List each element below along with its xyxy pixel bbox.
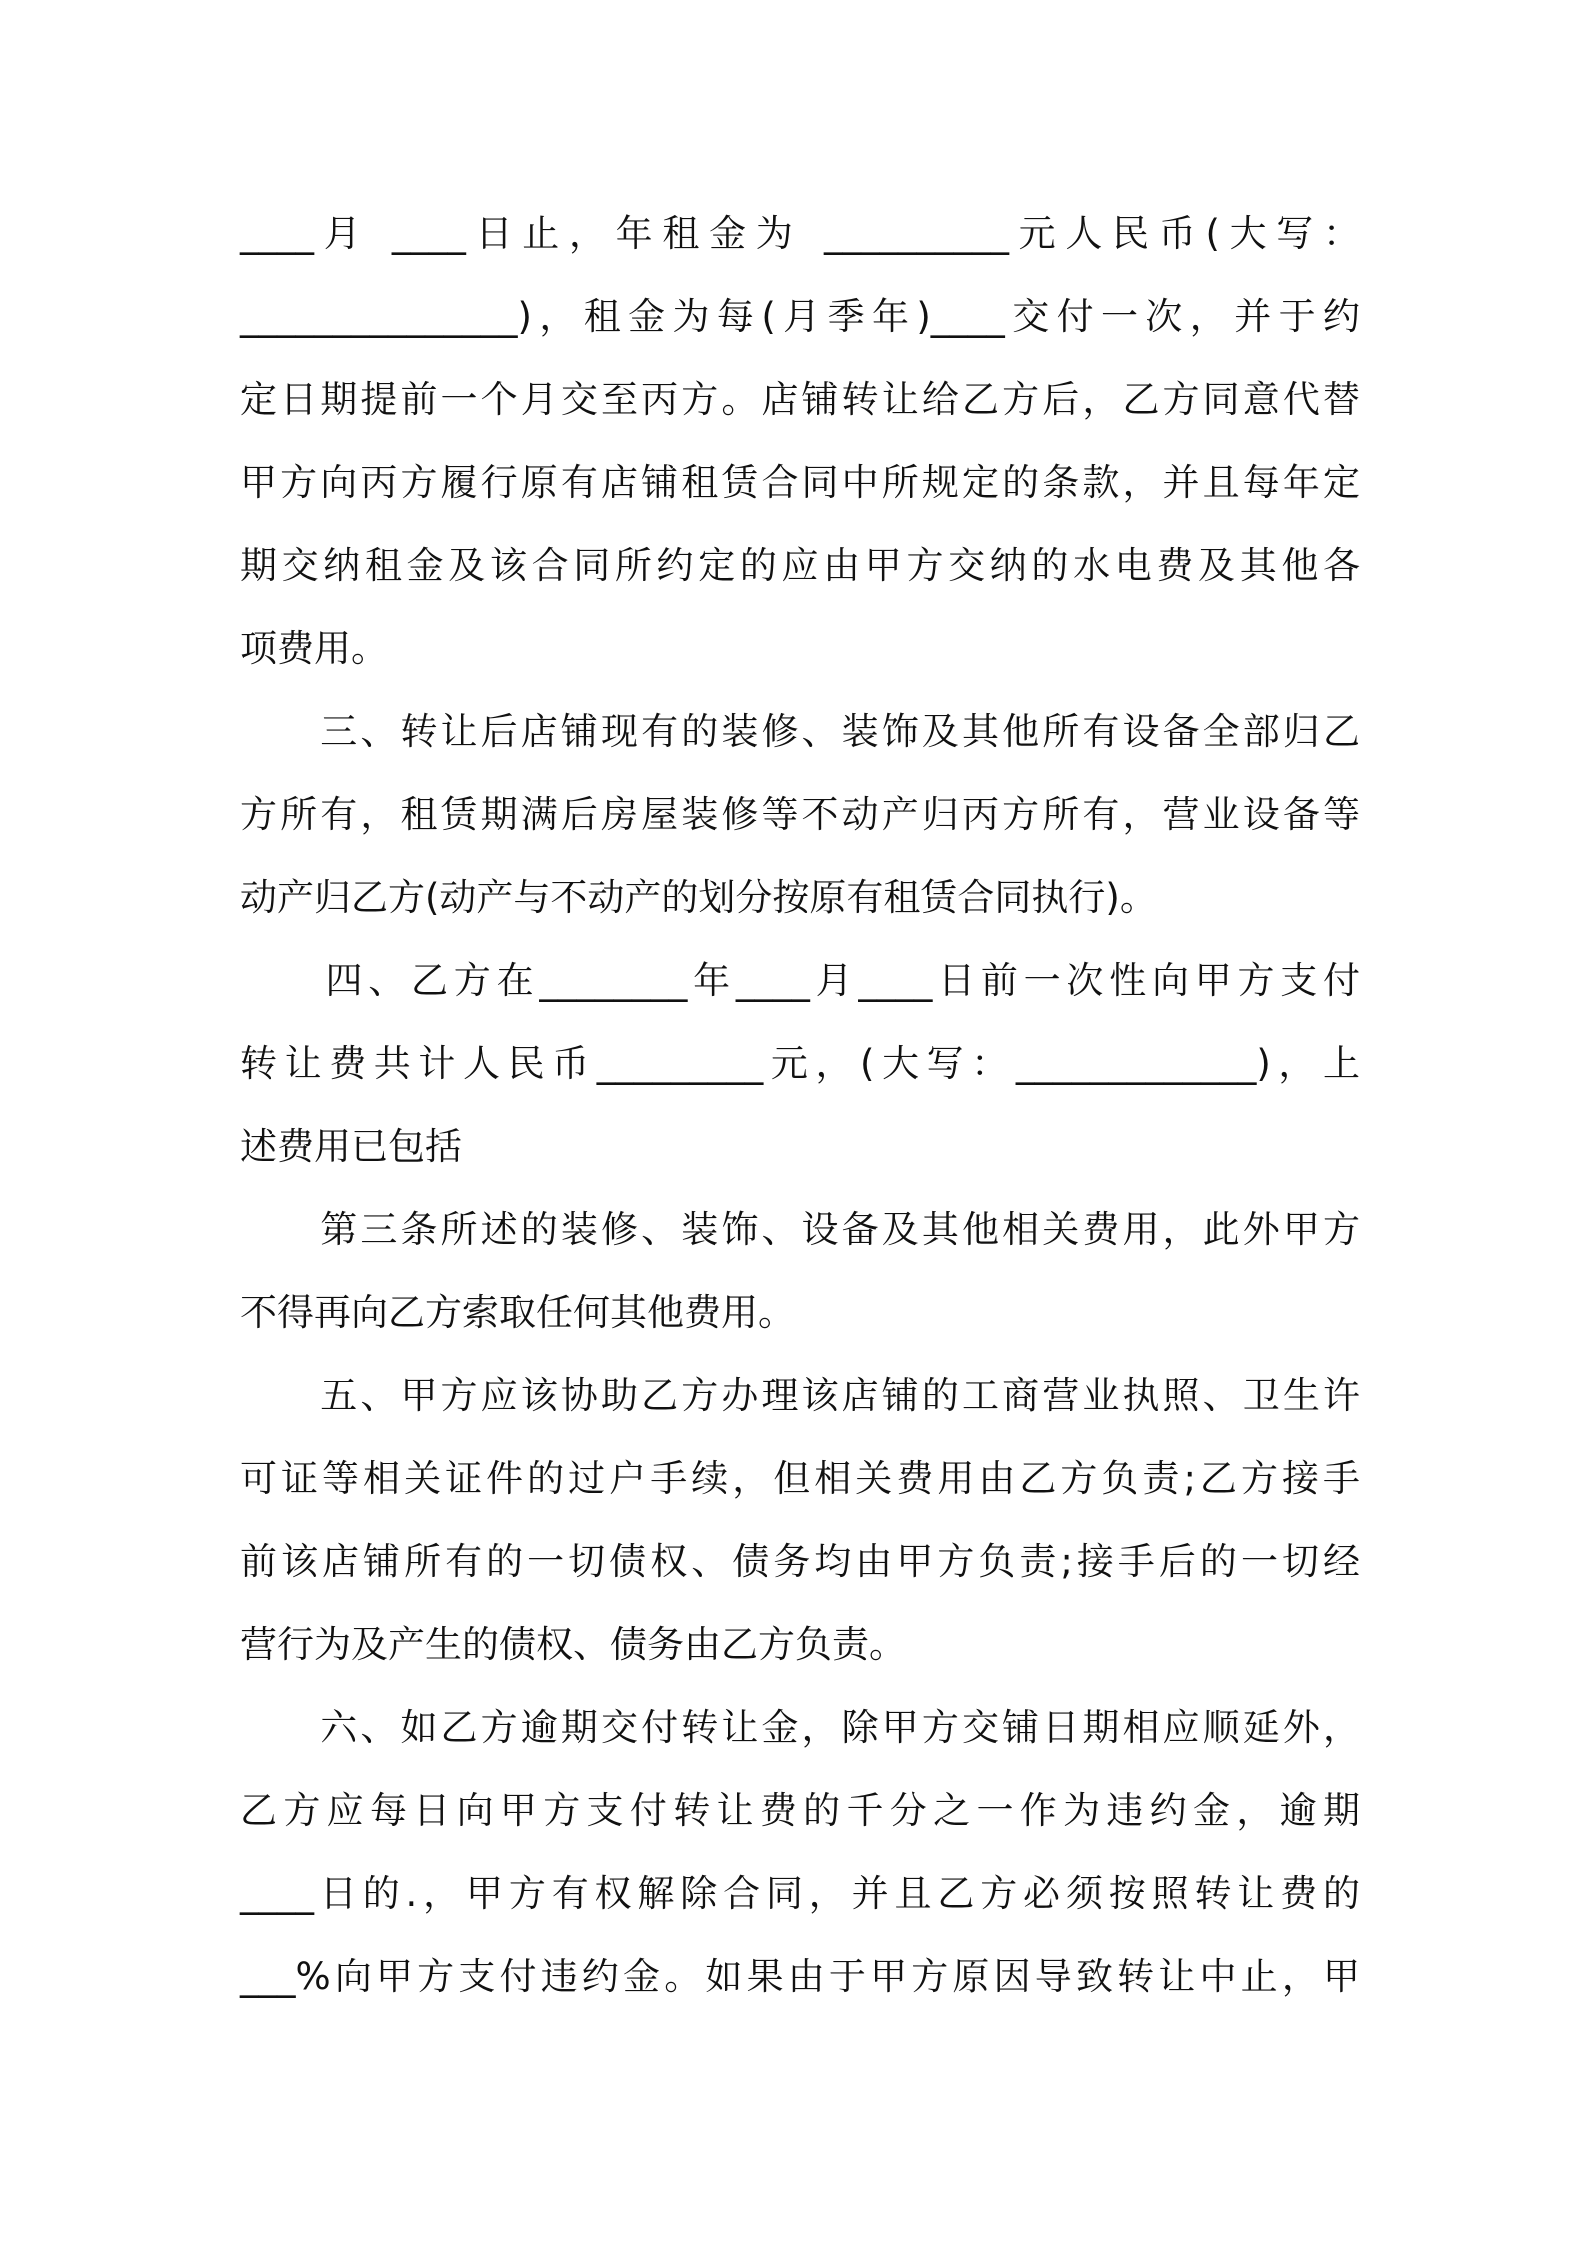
text-line: 营行为及产生的债权、债务由乙方负责。 xyxy=(240,1623,906,1666)
text-line: ____日的.，甲方有权解除合同，并且乙方必须按照转让费的 xyxy=(240,1872,1360,1915)
text-line: 方所有，租赁期满后房屋装修等不动产归丙方所有，营业设备等 xyxy=(240,793,1360,836)
clause-6-line: 六、如乙方逾期交付转让金，除甲方交铺日期相应顺延外， xyxy=(240,1706,1360,1749)
text-line: 定日期提前一个月交至丙方。店铺转让给乙方后，乙方同意代替 xyxy=(240,378,1360,421)
text-line: 甲方向丙方履行原有店铺租赁合同中所规定的条款，并且每年定 xyxy=(240,461,1360,504)
clause-4-line: 四、乙方在________年____月____日前一次性向甲方支付 xyxy=(240,959,1360,1002)
text-line: 不得再向乙方索取任何其他费用。 xyxy=(240,1291,795,1334)
text-line: 第三条所述的装修、装饰、设备及其他相关费用，此外甲方 xyxy=(240,1208,1360,1251)
text-line: 前该店铺所有的一切债权、债务均由甲方负责;接手后的一切经 xyxy=(240,1540,1360,1583)
clause-3-line: 三、转让后店铺现有的装修、装饰及其他所有设备全部归乙 xyxy=(240,710,1360,753)
text-line: ____月 ____日止，年租金为 __________元人民币(大写： xyxy=(240,212,1360,255)
text-line: 动产归乙方(动产与不动产的划分按原有租赁合同执行)。 xyxy=(240,876,1157,919)
text-line: ___%向甲方支付违约金。如果由于甲方原因导致转让中止，甲 xyxy=(240,1955,1360,1998)
text-line: 述费用已包括 xyxy=(240,1125,462,1168)
text-line: 转让费共计人民币_________元，(大写：_____________)，上 xyxy=(240,1042,1360,1085)
text-line: 乙方应每日向甲方支付转让费的千分之一作为违约金，逾期 xyxy=(240,1789,1360,1832)
text-line: 期交纳租金及该合同所约定的应由甲方交纳的水电费及其他各 xyxy=(240,544,1360,587)
contract-body xyxy=(240,192,1360,2018)
text-line: _______________)，租金为每(月季年)____交付一次，并于约 xyxy=(240,295,1360,338)
text-line: 可证等相关证件的过户手续，但相关费用由乙方负责;乙方接手 xyxy=(240,1457,1360,1500)
text-line: 项费用。 xyxy=(240,627,388,670)
clause-5-line: 五、甲方应该协助乙方办理该店铺的工商营业执照、卫生许 xyxy=(240,1374,1360,1417)
